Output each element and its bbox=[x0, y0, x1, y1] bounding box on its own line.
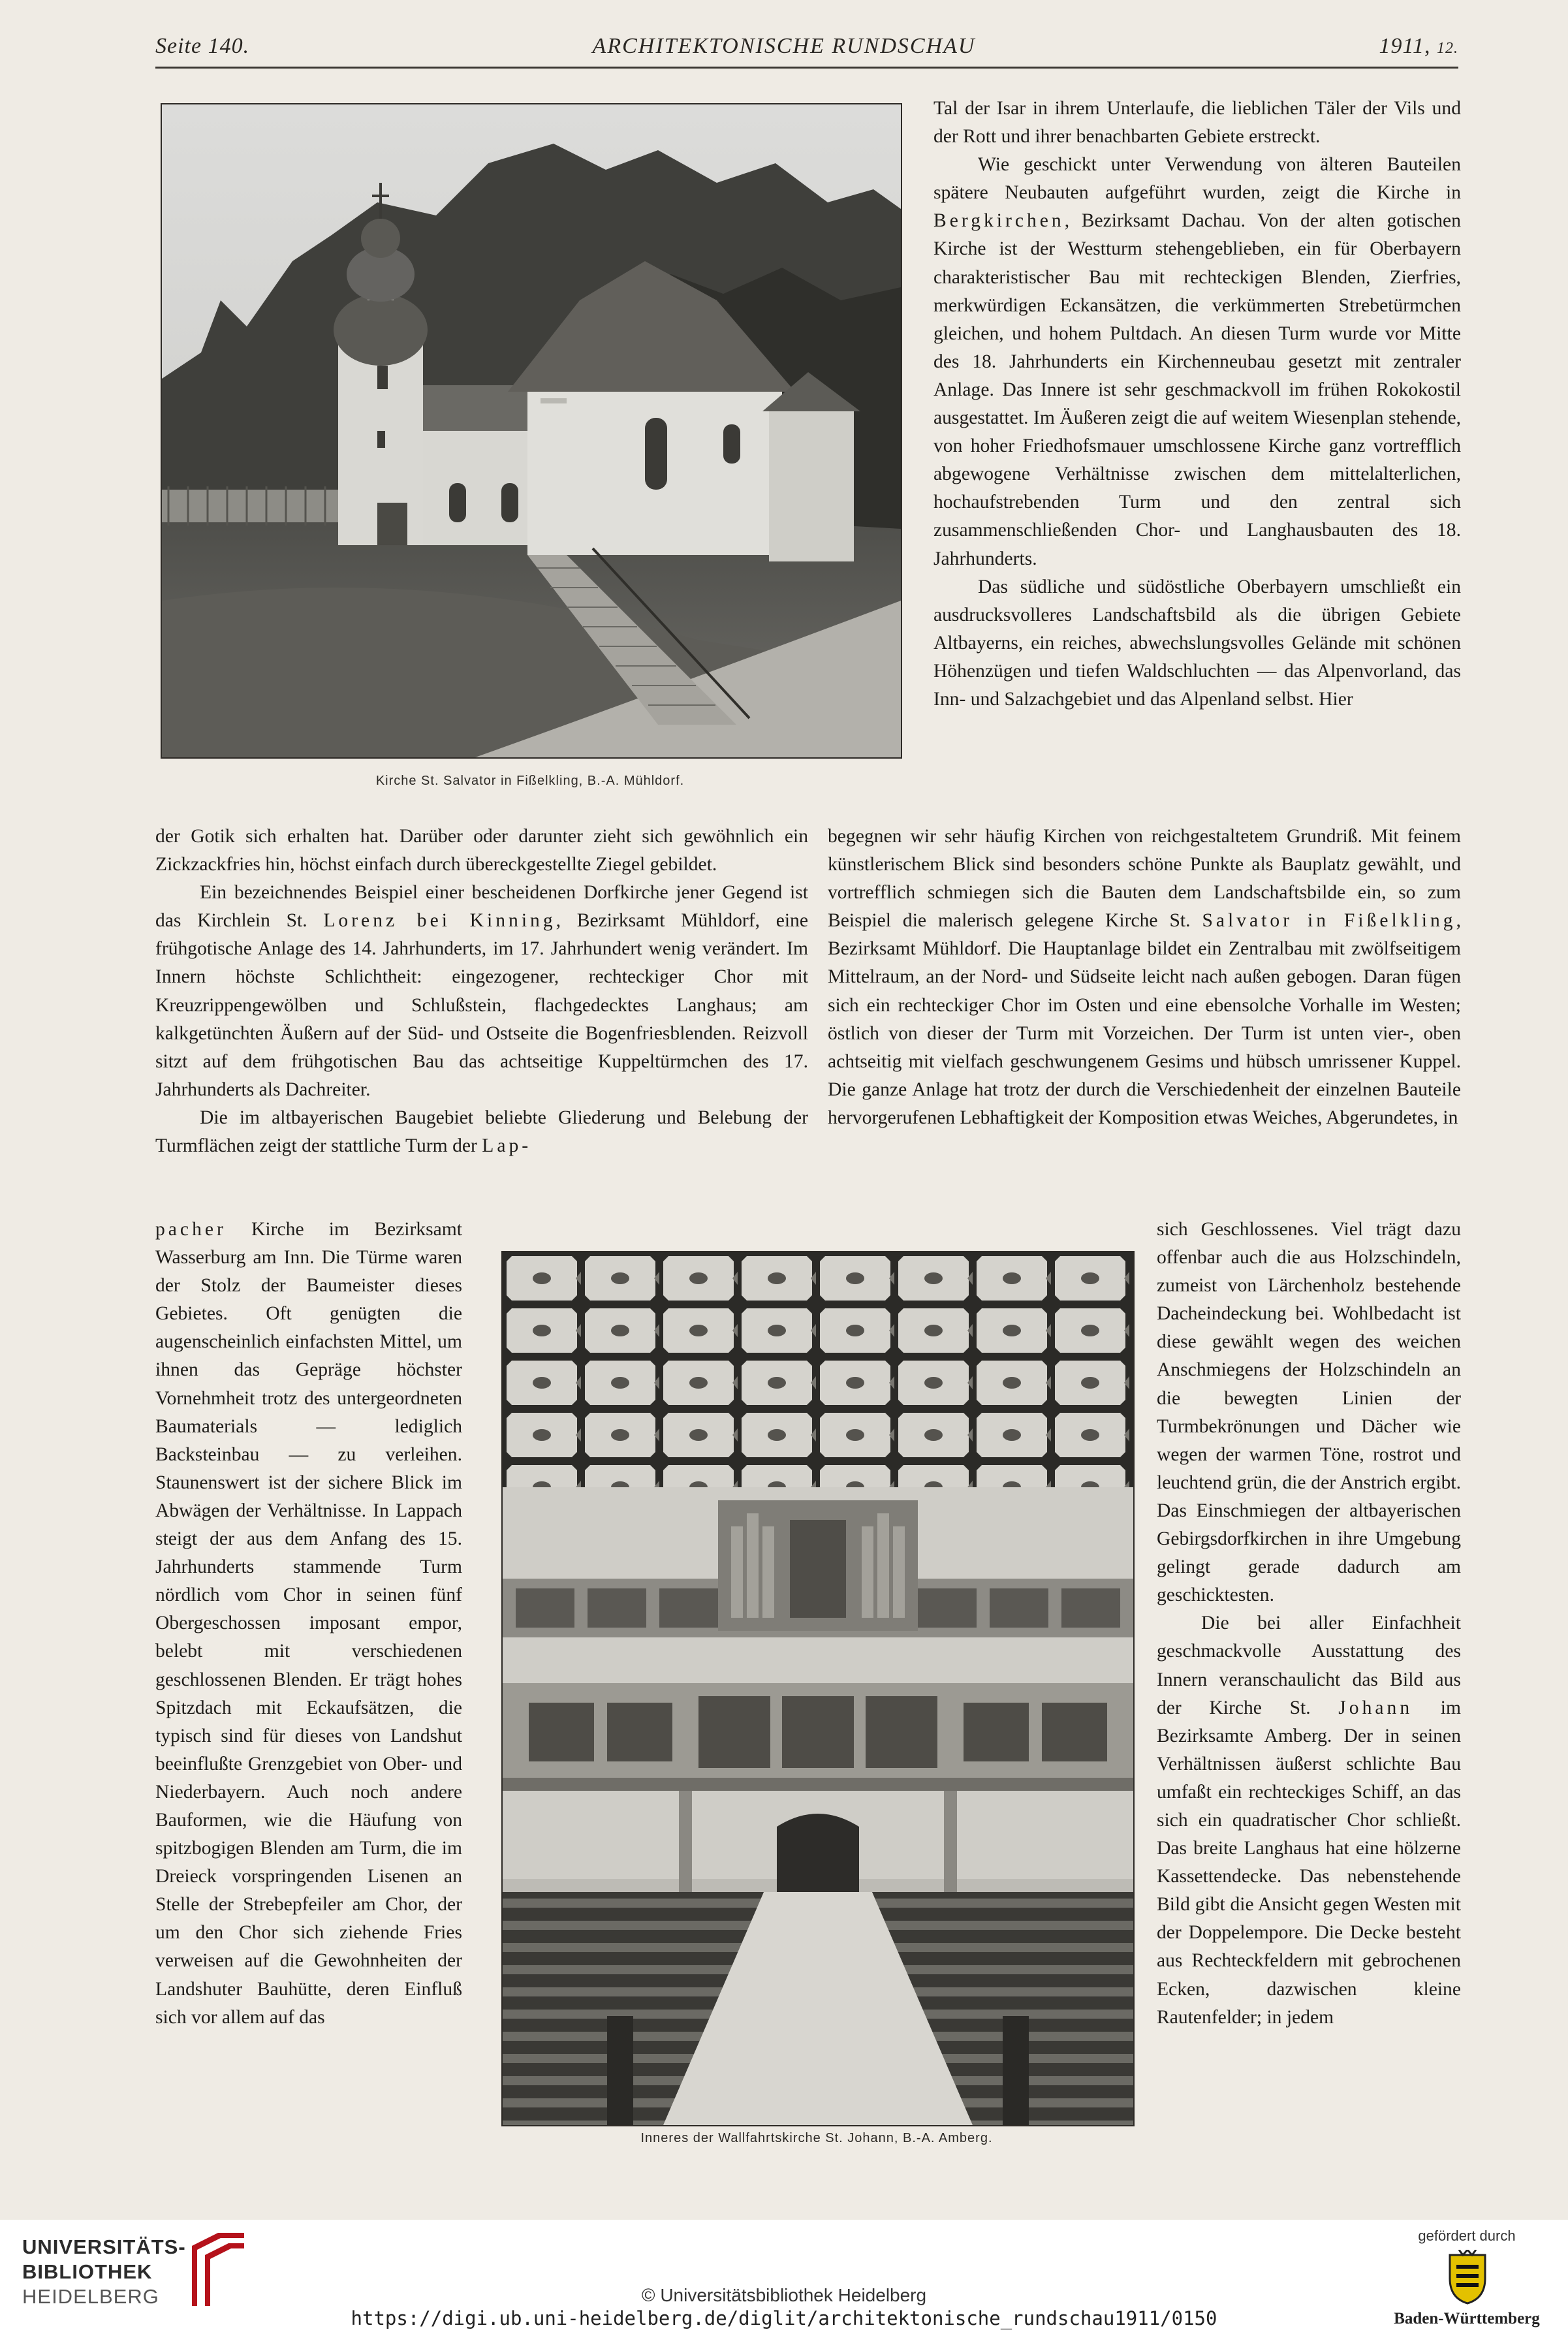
paragraph: Ein bezeichnendes Beispiel einer bescheidenen Dorfkirche jener Gegend ist das Kirchlein St. Lorenz bei Kinning, Bezirksamt Mühldorf, eine frühgotische Anlage des 14. Jahrhunderts, im 17. Jahrhundert wenig verändert. Im Innern höchste Schlichtheit: eingezogener, rechteckiger Chor mit Kreuzrippengewölben und Schlußstein, flachgedecktes Langhaus; am kalkgetünchten Äußern auf der Süd- und Ostseite die Bogenfriesblenden. Reizvoll sitzt auf dem frühgotischen Bau das achtseitige Kuppeltürmchen des 17. Jahrhunderts als Dachreiter. bbox=[155, 882, 808, 1100]
copyright-notice: © Universitätsbibliothek Heidelberg bbox=[641, 2285, 927, 2305]
sponsor-label: gefördert durch bbox=[1418, 2228, 1516, 2244]
journal-title: ARCHITEKTONISCHE RUNDSCHAU bbox=[592, 34, 976, 58]
paragraph: der Gotik sich erhalten hat. Darüber oder darunter zieht sich gewöhnlich ein Zickzackfries hin, höchst einfach durch übereckgestellte Ziegel gebildet. bbox=[155, 826, 808, 875]
photo-st-johann-interior bbox=[501, 1251, 1135, 2126]
permalink-url[interactable]: https://digi.ub.uni-heidelberg.de/diglit/architektonische_rundschau1911/0150 bbox=[351, 2307, 1217, 2329]
sponsor-logo bbox=[1385, 2228, 1548, 2329]
issue-year: 1911, bbox=[1379, 34, 1431, 58]
photo-st-salvator bbox=[161, 103, 902, 759]
church-exterior-image bbox=[162, 104, 901, 757]
paragraph: pacher Kirche im Bezirksamt Wasserburg am Inn. Die Türme waren der Stolz der Baumeister dieses Gebietes. Oft genügten die augenscheinlich einfachsten Mittel, um ihnen das Gepräge höchster Vornehmheit trotz des untergeordneten Baumaterials — lediglich Backsteinbau — zu verleihen. Staunenswert ist der sichere Blick im Abwägen der Verhältnisse. In Lappach steigt der aus dem Anfang des 15. Jahrhunderts stammende Turm nördlich vom Chor in seinen fünf Obergeschossen imposant empor, belebt mit verschiedenen geschlossenen Blenden. Er trägt hohes Spitzdach mit Eckaufsätzen, die typisch sind für dieses von Landshut beeinflußte Grenzgebiet von Ober- und Niederbayern. Auch noch andere Bauformen, wie die Häufung von spitzbogigen Blenden am Turm, die im Dreieck vorspringenden Lisenen an Stelle der Strebepfeiler am Chor, der um den Chor sich ziehende Fries verweisen auf die Gewohnheiten der Landshuter Bauhütte, deren Einfluß sich vor allem auf das bbox=[155, 1219, 462, 2028]
paragraph: begegnen wir sehr häufig Kirchen von reichgestaltetem Grundriß. Mit feinem künstlerischem Blick sind besonders schöne Punkte als Bauplatz gewählt, und vortrefflich schmiegen sich die Bauten dem Landschaftsbilde ein, so zum Beispiel die malerisch gelegene Kirche St. Salvator in Fißelkling, Bezirksamt Mühldorf. Die Hauptanlage bildet ein Zentralbau mit zwölfseitigem Mittelraum, an der Nord- und Südseite leicht nach außen gebogen. Daran fügen sich ein rechteckiger Chor im Osten und eine ebensolche Vorhalle im Westen; östlich von dieser der Turm mit Vorzeichen. Der Turm ist unten vier-, oben achtseitig mit vielfach geschwungenem Gesims und hübsch umrissener Kuppel. Die ganze Anlage hat trotz der durch die Verschiedenheit der einzelnen Bauteile hervorgerufenen Lebhaftigkeit der Komposition etwas Weiches, Abgerundetes, in bbox=[828, 826, 1461, 1128]
place-name: Johann bbox=[1338, 1697, 1413, 1718]
place-name: pacher bbox=[155, 1219, 227, 1240]
text-column-left-narrow bbox=[155, 1216, 462, 2032]
place-name: Lorenz bei Kinning bbox=[323, 910, 556, 932]
logo-line-3: HEIDELBERG bbox=[22, 2285, 159, 2308]
logo-line-1: UNIVERSITÄTS- bbox=[22, 2235, 186, 2258]
text-column-right-top bbox=[933, 95, 1461, 714]
place-name: Salvator in Fißelkling bbox=[1202, 910, 1456, 932]
header-rule bbox=[155, 67, 1458, 69]
caption-photo-st-salvator: Kirche St. Salvator in Fißelkling, B.-A. Mühldorf. bbox=[375, 774, 685, 788]
caption-photo-st-johann: Inneres der Wallfahrtskirche St. Johann, B.-A. Amberg. bbox=[640, 2131, 993, 2145]
issue-date bbox=[1379, 34, 1458, 59]
paragraph: Wie geschickt unter Verwendung von älteren Bauteilen spätere Neubauten aufgeführt wurden, zeigt die Kirche in Bergkirchen, Bezirksamt Dachau. Von der alten gotischen Kirche ist der Westturm stehengeblieben, ein für Oberbayern charakteristischer Bau mit rechteckigen Blenden, Zierfries, merkwürdigen Eckansätzen, die verkümmerten Strebetürmchen gleichen, und hohem Pultdach. An diesen Turm wurde vor Mitte des 18. Jahrhunderts ein Kirchenneubau gesetzt mit zentraler Anlage. Das Innere ist sehr geschmackvoll im frühen Rokokostil ausgestattet. Im Äußeren zeigt die auf weitem Wiesenplan stehende, von hoher Friedhofsmauer umschlossene Kirche ganz vortrefflich abgewogene Verhältnisse zwischen dem mittelalterlichen, hochaufstrebenden Turm und den zentral sich zusammenschließenden Chor- und Langhausbauten des 18. Jahrhunderts. bbox=[933, 154, 1461, 569]
paragraph: sich Geschlossenes. Viel trägt dazu offenbar auch die aus Holzschindeln, zumeist von Lärchenholz bestehende Dacheindeckung bei. Wohlbedacht ist diese gewählt wegen des weichen Anschmiegens der Holzschindeln an die bewegten Linien der Turmbekrönungen und Dächer wie wegen der warmen Töne, rostrot und leuchtend grün, die der Anstrich ergibt. Das Einschmiegen der altbayerischen Gebirgsdorfkirchen in ihre Umgebung gelingt gerade dadurch am geschicktesten. bbox=[1157, 1219, 1461, 1606]
text-column-right-narrow bbox=[1157, 1216, 1461, 2032]
logo-line-2: BIBLIOTHEK bbox=[22, 2260, 153, 2283]
paragraph: Die bei aller Einfachheit geschmackvolle Ausstattung des Innern veranschaulicht das Bild aus der Kirche St. Johann im Bezirksamte Amberg. Der in seinen Verhältnissen äußerst schlichte Bau umfaßt ein rechteckiges Schiff, an das sich ein quadratischer Chor schließt. Das breite Langhaus hat eine hölzerne Kassettendecke. Das nebenstehende Bild gibt die Ansicht gegen Westen mit der Doppelempore. Die Decke besteht aus Rechteckfeldern mit gebrochenen Ecken, dazwischen kleine Rautenfelder; in jedem bbox=[1157, 1613, 1461, 2028]
place-name: Lap- bbox=[482, 1135, 532, 1157]
church-interior-image bbox=[503, 1252, 1133, 2125]
place-name: Bergkirchen bbox=[933, 210, 1065, 232]
paragraph: Das südliche und südöstliche Oberbayern umschließt ein ausdrucksvolleres Landschaftsbild als die übrigen Gebiete Altbayerns, ein reiches, abwechslungsvolles Gelände mit schönen Höhenzügen und tiefen Waldschluchten — das Alpenvorland, das Inn- und Salzachgebiet und das Alpenland selbst. Hier bbox=[933, 576, 1461, 710]
baden-wuerttemberg-crest-icon bbox=[1447, 2250, 1488, 2305]
paragraph: Die im altbayerischen Baugebiet beliebte Gliederung und Belebung der Turmflächen zeigt der stattliche Turm der Lap- bbox=[155, 1107, 808, 1157]
paragraph: Tal der Isar in ihrem Unterlaufe, die lieblichen Täler der Vils und der Rott und ihrer benachbarten Gebiete erstreckt. bbox=[933, 98, 1461, 148]
text-column-left-mid bbox=[155, 823, 808, 1160]
sponsor-name: Baden-Württemberg bbox=[1394, 2310, 1540, 2327]
page-number: Seite 140. bbox=[155, 34, 250, 58]
text-column-right-mid bbox=[828, 823, 1461, 1132]
footer bbox=[0, 2220, 1568, 2334]
issue-number: 12. bbox=[1437, 40, 1458, 57]
